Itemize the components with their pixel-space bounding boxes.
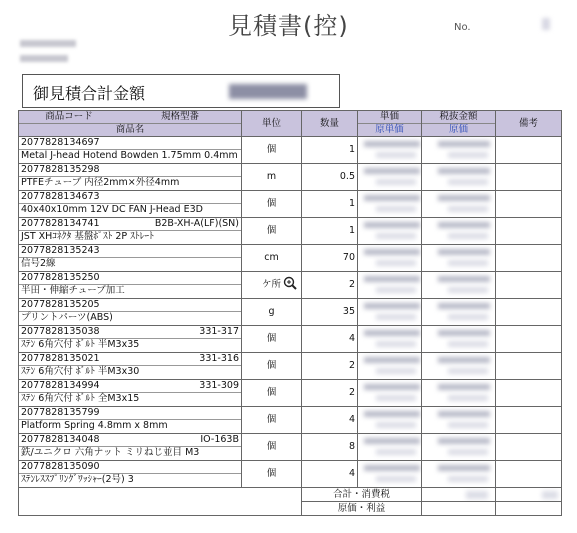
product-code: 2077828134048 <box>21 434 100 445</box>
unit-cell: 個 <box>242 326 302 353</box>
model-number: IO-163B <box>200 434 239 445</box>
header-cost-label: 原価 <box>448 124 468 135</box>
product-name: Metal J-head Hotend Bowden 1.75mm 0.4mm <box>19 149 241 163</box>
unit-cell: 個 <box>242 353 302 380</box>
note-cell <box>496 326 562 353</box>
unit-cell: 個 <box>242 407 302 434</box>
table-row <box>19 380 562 407</box>
product-code: 2077828135021 <box>21 353 100 364</box>
model-number: 331-317 <box>199 326 239 337</box>
number-value-redacted <box>542 18 550 30</box>
redacted-customer-line-2 <box>20 55 68 62</box>
header-unit: 単位 <box>242 111 302 137</box>
qty-cell: 2 <box>302 272 358 299</box>
product-name: ｽﾃﾝﾚｽｽﾌﾟﾘﾝｸﾞﾜｯｼｬｰ(2号) 3 <box>19 473 241 487</box>
amount-cell-redacted <box>422 137 496 164</box>
product-code: 2077828134697 <box>21 137 100 148</box>
note-cell <box>496 353 562 380</box>
table-row <box>19 407 562 434</box>
unit-cell: 個 <box>242 218 302 245</box>
amount-cell-redacted <box>422 245 496 272</box>
qty-cell: 2 <box>302 380 358 407</box>
amount-cell-redacted <box>422 272 496 299</box>
note-cell <box>496 407 562 434</box>
footer-cost-note <box>496 502 562 516</box>
product-name: 信号2線 <box>19 257 241 271</box>
note-cell <box>496 218 562 245</box>
table-row <box>19 164 562 191</box>
product-name: JST XHｺﾈｸﾀ 基盤ﾎﾟｽﾄ 2P ｽﾄﾚｰﾄ <box>19 230 241 244</box>
product-code: 2077828135298 <box>21 164 100 175</box>
footer-total-value-redacted <box>422 488 496 502</box>
product-name: PTFEチューブ 内径2mm×外径4mm <box>19 176 241 190</box>
unit-cell: cm <box>242 245 302 272</box>
model-number <box>239 272 241 284</box>
footer-row-total <box>19 488 562 502</box>
table-row <box>19 434 562 461</box>
total-amount-box <box>22 74 340 108</box>
product-code: 2077828135243 <box>21 245 100 256</box>
model-number <box>239 299 241 311</box>
unit-cell: 個 <box>242 461 302 488</box>
product-name: ｽﾃﾝ 6角穴付 ﾎﾞﾙﾄ 半M3x30 <box>19 365 241 379</box>
item-cell <box>19 380 242 407</box>
note-cell <box>496 434 562 461</box>
product-code: 2077828135250 <box>21 272 100 283</box>
quote-table <box>18 110 562 516</box>
note-cell <box>496 191 562 218</box>
price-cell-redacted <box>358 326 422 353</box>
price-cell-redacted <box>358 137 422 164</box>
note-cell <box>496 137 562 164</box>
header-price-label: 単価 <box>358 111 421 124</box>
model-number <box>239 137 241 149</box>
unit-cell: 個 <box>242 434 302 461</box>
total-amount-label: 御見積合計金額 <box>33 84 146 103</box>
qty-cell: 1 <box>302 218 358 245</box>
product-name: Platform Spring 4.8mm x 8mm <box>19 419 241 433</box>
header-code: 商品コード <box>45 111 93 122</box>
price-cell-redacted <box>358 461 422 488</box>
product-name: ｽﾃﾝ 6角穴付 ﾎﾞﾙﾄ 全M3x15 <box>19 392 241 406</box>
header-qty: 数量 <box>302 111 358 137</box>
amount-cell-redacted <box>422 191 496 218</box>
table-row <box>19 191 562 218</box>
model-number <box>239 407 241 419</box>
item-cell <box>19 191 242 218</box>
amount-cell-redacted <box>422 299 496 326</box>
unit-cell: g <box>242 299 302 326</box>
product-name: ｽﾃﾝ 6角穴付 ﾎﾞﾙﾄ 半M3x35 <box>19 338 241 352</box>
table-row <box>19 218 562 245</box>
note-cell <box>496 245 562 272</box>
product-code: 2077828135038 <box>21 326 100 337</box>
product-code: 2077828135799 <box>21 407 100 418</box>
amount-cell-redacted <box>422 164 496 191</box>
item-cell <box>19 137 242 164</box>
amount-cell-redacted <box>422 461 496 488</box>
header-price <box>358 111 422 137</box>
qty-cell: 2 <box>302 353 358 380</box>
qty-cell: 70 <box>302 245 358 272</box>
qty-cell: 4 <box>302 461 358 488</box>
product-name: 40x40x10mm 12V DC FAN J-Head E3D <box>19 203 241 217</box>
amount-cell-redacted <box>422 434 496 461</box>
number-label: No. <box>454 22 471 33</box>
amount-cell-redacted <box>422 407 496 434</box>
unit-cell: 個 <box>242 137 302 164</box>
note-cell <box>496 272 562 299</box>
qty-cell: 1 <box>302 137 358 164</box>
product-name: 半田・伸縮チューブ加工 <box>19 284 241 298</box>
model-number <box>239 164 241 176</box>
product-code: 2077828134994 <box>21 380 100 391</box>
header-note: 備考 <box>496 111 562 137</box>
price-cell-redacted <box>358 407 422 434</box>
item-cell <box>19 218 242 245</box>
header-code-model <box>19 111 242 137</box>
product-name: 鉄/ユニクロ 六角ナット ミリねじ並目 M3 <box>19 446 241 460</box>
table-row <box>19 245 562 272</box>
model-number <box>239 191 241 203</box>
table-row <box>19 299 562 326</box>
footer-total-label: 合計・消費税 <box>302 488 422 502</box>
item-cell <box>19 272 242 299</box>
qty-cell: 4 <box>302 407 358 434</box>
header-name: 商品名 <box>115 124 145 135</box>
table-row <box>19 461 562 488</box>
price-cell-redacted <box>358 218 422 245</box>
header-amount-label: 税抜金額 <box>422 111 495 124</box>
item-cell <box>19 407 242 434</box>
price-cell-redacted <box>358 353 422 380</box>
header-model: 規格型番 <box>160 111 199 122</box>
document-title: 見積書(控) <box>228 12 349 40</box>
item-cell <box>19 245 242 272</box>
price-cell-redacted <box>358 164 422 191</box>
price-cell-redacted <box>358 191 422 218</box>
item-cell <box>19 434 242 461</box>
footer-total-note-redacted <box>496 488 562 502</box>
item-cell <box>19 164 242 191</box>
model-number: B2B-XH-A(LF)(SN) <box>154 218 239 229</box>
note-cell <box>496 380 562 407</box>
unit-cell: 個 <box>242 380 302 407</box>
price-cell-redacted <box>358 434 422 461</box>
footer-cost-label: 原価・利益 <box>302 502 422 516</box>
amount-cell-redacted <box>422 353 496 380</box>
model-number: 331-316 <box>199 353 239 364</box>
table-row <box>19 353 562 380</box>
redacted-customer-line-1 <box>20 40 76 47</box>
model-number <box>239 245 241 257</box>
header-amount <box>422 111 496 137</box>
model-number: 331-309 <box>199 380 239 391</box>
qty-cell: 35 <box>302 299 358 326</box>
note-cell <box>496 461 562 488</box>
model-number <box>239 461 241 473</box>
item-cell <box>19 299 242 326</box>
product-code: 2077828135090 <box>21 461 100 472</box>
note-cell <box>496 299 562 326</box>
amount-cell-redacted <box>422 326 496 353</box>
zoom-cursor-icon <box>283 276 297 290</box>
unit-cell: m <box>242 164 302 191</box>
product-code: 2077828134673 <box>21 191 100 202</box>
table-row <box>19 326 562 353</box>
unit-cell: 個 <box>242 191 302 218</box>
note-cell <box>496 164 562 191</box>
amount-cell-redacted <box>422 380 496 407</box>
header-cost-price-label: 原単価 <box>375 124 404 135</box>
item-cell <box>19 353 242 380</box>
price-cell-redacted <box>358 245 422 272</box>
unit-cell: ケ所 <box>242 272 302 299</box>
item-cell <box>19 326 242 353</box>
table-row <box>19 137 562 164</box>
product-name: プリントパーツ(ABS) <box>19 311 241 325</box>
qty-cell: 4 <box>302 326 358 353</box>
total-amount-redacted <box>229 84 307 99</box>
qty-cell: 8 <box>302 434 358 461</box>
amount-cell-redacted <box>422 218 496 245</box>
price-cell-redacted <box>358 272 422 299</box>
item-cell <box>19 461 242 488</box>
qty-cell: 1 <box>302 191 358 218</box>
price-cell-redacted <box>358 380 422 407</box>
product-code: 2077828134741 <box>21 218 100 229</box>
footer-cost-value <box>422 502 496 516</box>
qty-cell: 0.5 <box>302 164 358 191</box>
footer-spacer <box>19 488 302 516</box>
product-code: 2077828135205 <box>21 299 100 310</box>
price-cell-redacted <box>358 299 422 326</box>
